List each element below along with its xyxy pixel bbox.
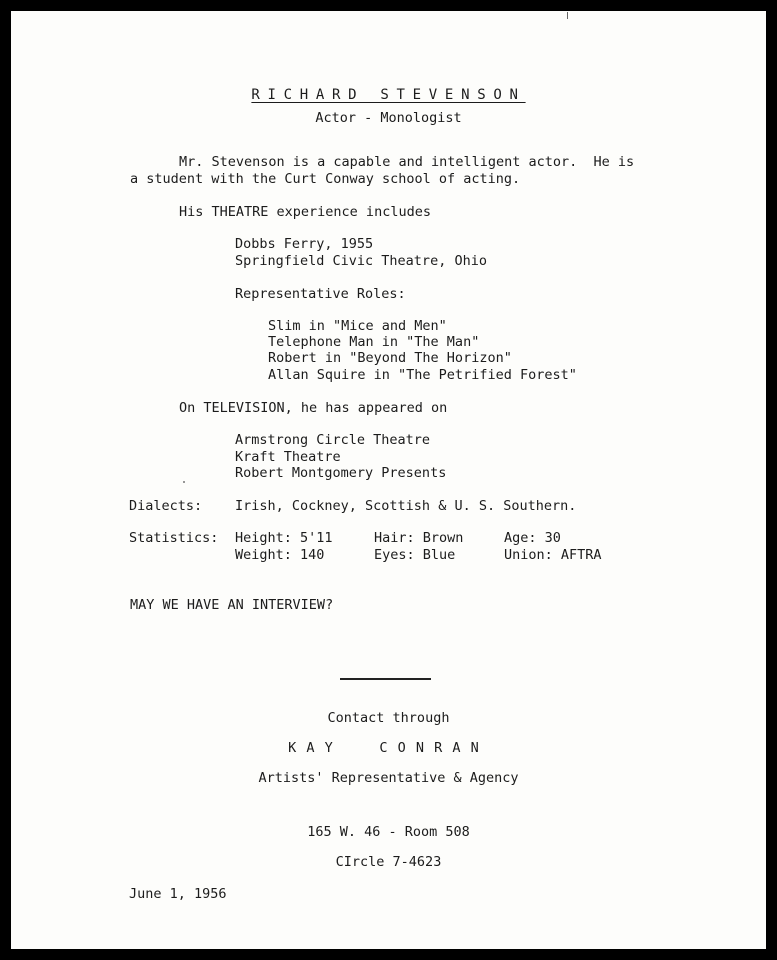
agent-name: KAY CONRAN	[288, 740, 489, 756]
document-date: June 1, 1956	[129, 886, 227, 902]
tv-show: Armstrong Circle Theatre	[235, 432, 431, 448]
stat-age: Age: 30	[504, 530, 561, 546]
stat-height: Height: 5'11	[235, 530, 333, 546]
dialects-label: Dialects:	[129, 498, 203, 514]
intro-line-2: a student with the Curt Conway school of acting.	[130, 171, 521, 187]
theatre-venue: Springfield Civic Theatre, Ohio	[235, 253, 487, 269]
stat-union: Union: AFTRA	[504, 547, 602, 563]
agency-address: 165 W. 46 - Room 508	[307, 824, 470, 840]
role-item: Robert in "Beyond The Horizon"	[268, 350, 512, 366]
roles-heading: Representative Roles:	[235, 286, 406, 302]
role-item: Telephone Man in "The Man"	[268, 334, 480, 350]
theatre-venue: Dobbs Ferry, 1955	[235, 236, 374, 252]
role-item: Slim in "Mice and Men"	[268, 318, 447, 334]
dialects-value: Irish, Cockney, Scottish & U. S. Southern.	[235, 498, 577, 514]
contact-lead: Contact through	[327, 710, 450, 726]
tv-show: Robert Montgomery Presents	[235, 465, 447, 481]
interview-request: MAY WE HAVE AN INTERVIEW?	[130, 597, 334, 613]
paper-speck	[183, 481, 185, 483]
divider	[340, 678, 431, 680]
stat-weight: Weight: 140	[235, 547, 325, 563]
intro-line-1: Mr. Stevenson is a capable and intelligent actor. He is	[179, 154, 635, 170]
actor-name: RICHARD STEVENSON	[251, 87, 526, 103]
stat-eyes: Eyes: Blue	[374, 547, 456, 563]
resume-page	[11, 11, 766, 949]
role-item: Allan Squire in "The Petrified Forest"	[268, 367, 577, 383]
statistics-label: Statistics:	[129, 530, 219, 546]
theatre-heading: His THEATRE experience includes	[179, 204, 431, 220]
agency-phone: CIrcle 7-4623	[335, 854, 442, 870]
stat-hair: Hair: Brown	[374, 530, 464, 546]
paper-mark	[567, 12, 568, 19]
tv-show: Kraft Theatre	[235, 449, 341, 465]
television-heading: On TELEVISION, he has appeared on	[179, 400, 448, 416]
agency-name: Artists' Representative & Agency	[258, 770, 519, 786]
subtitle: Actor - Monologist	[315, 110, 462, 126]
